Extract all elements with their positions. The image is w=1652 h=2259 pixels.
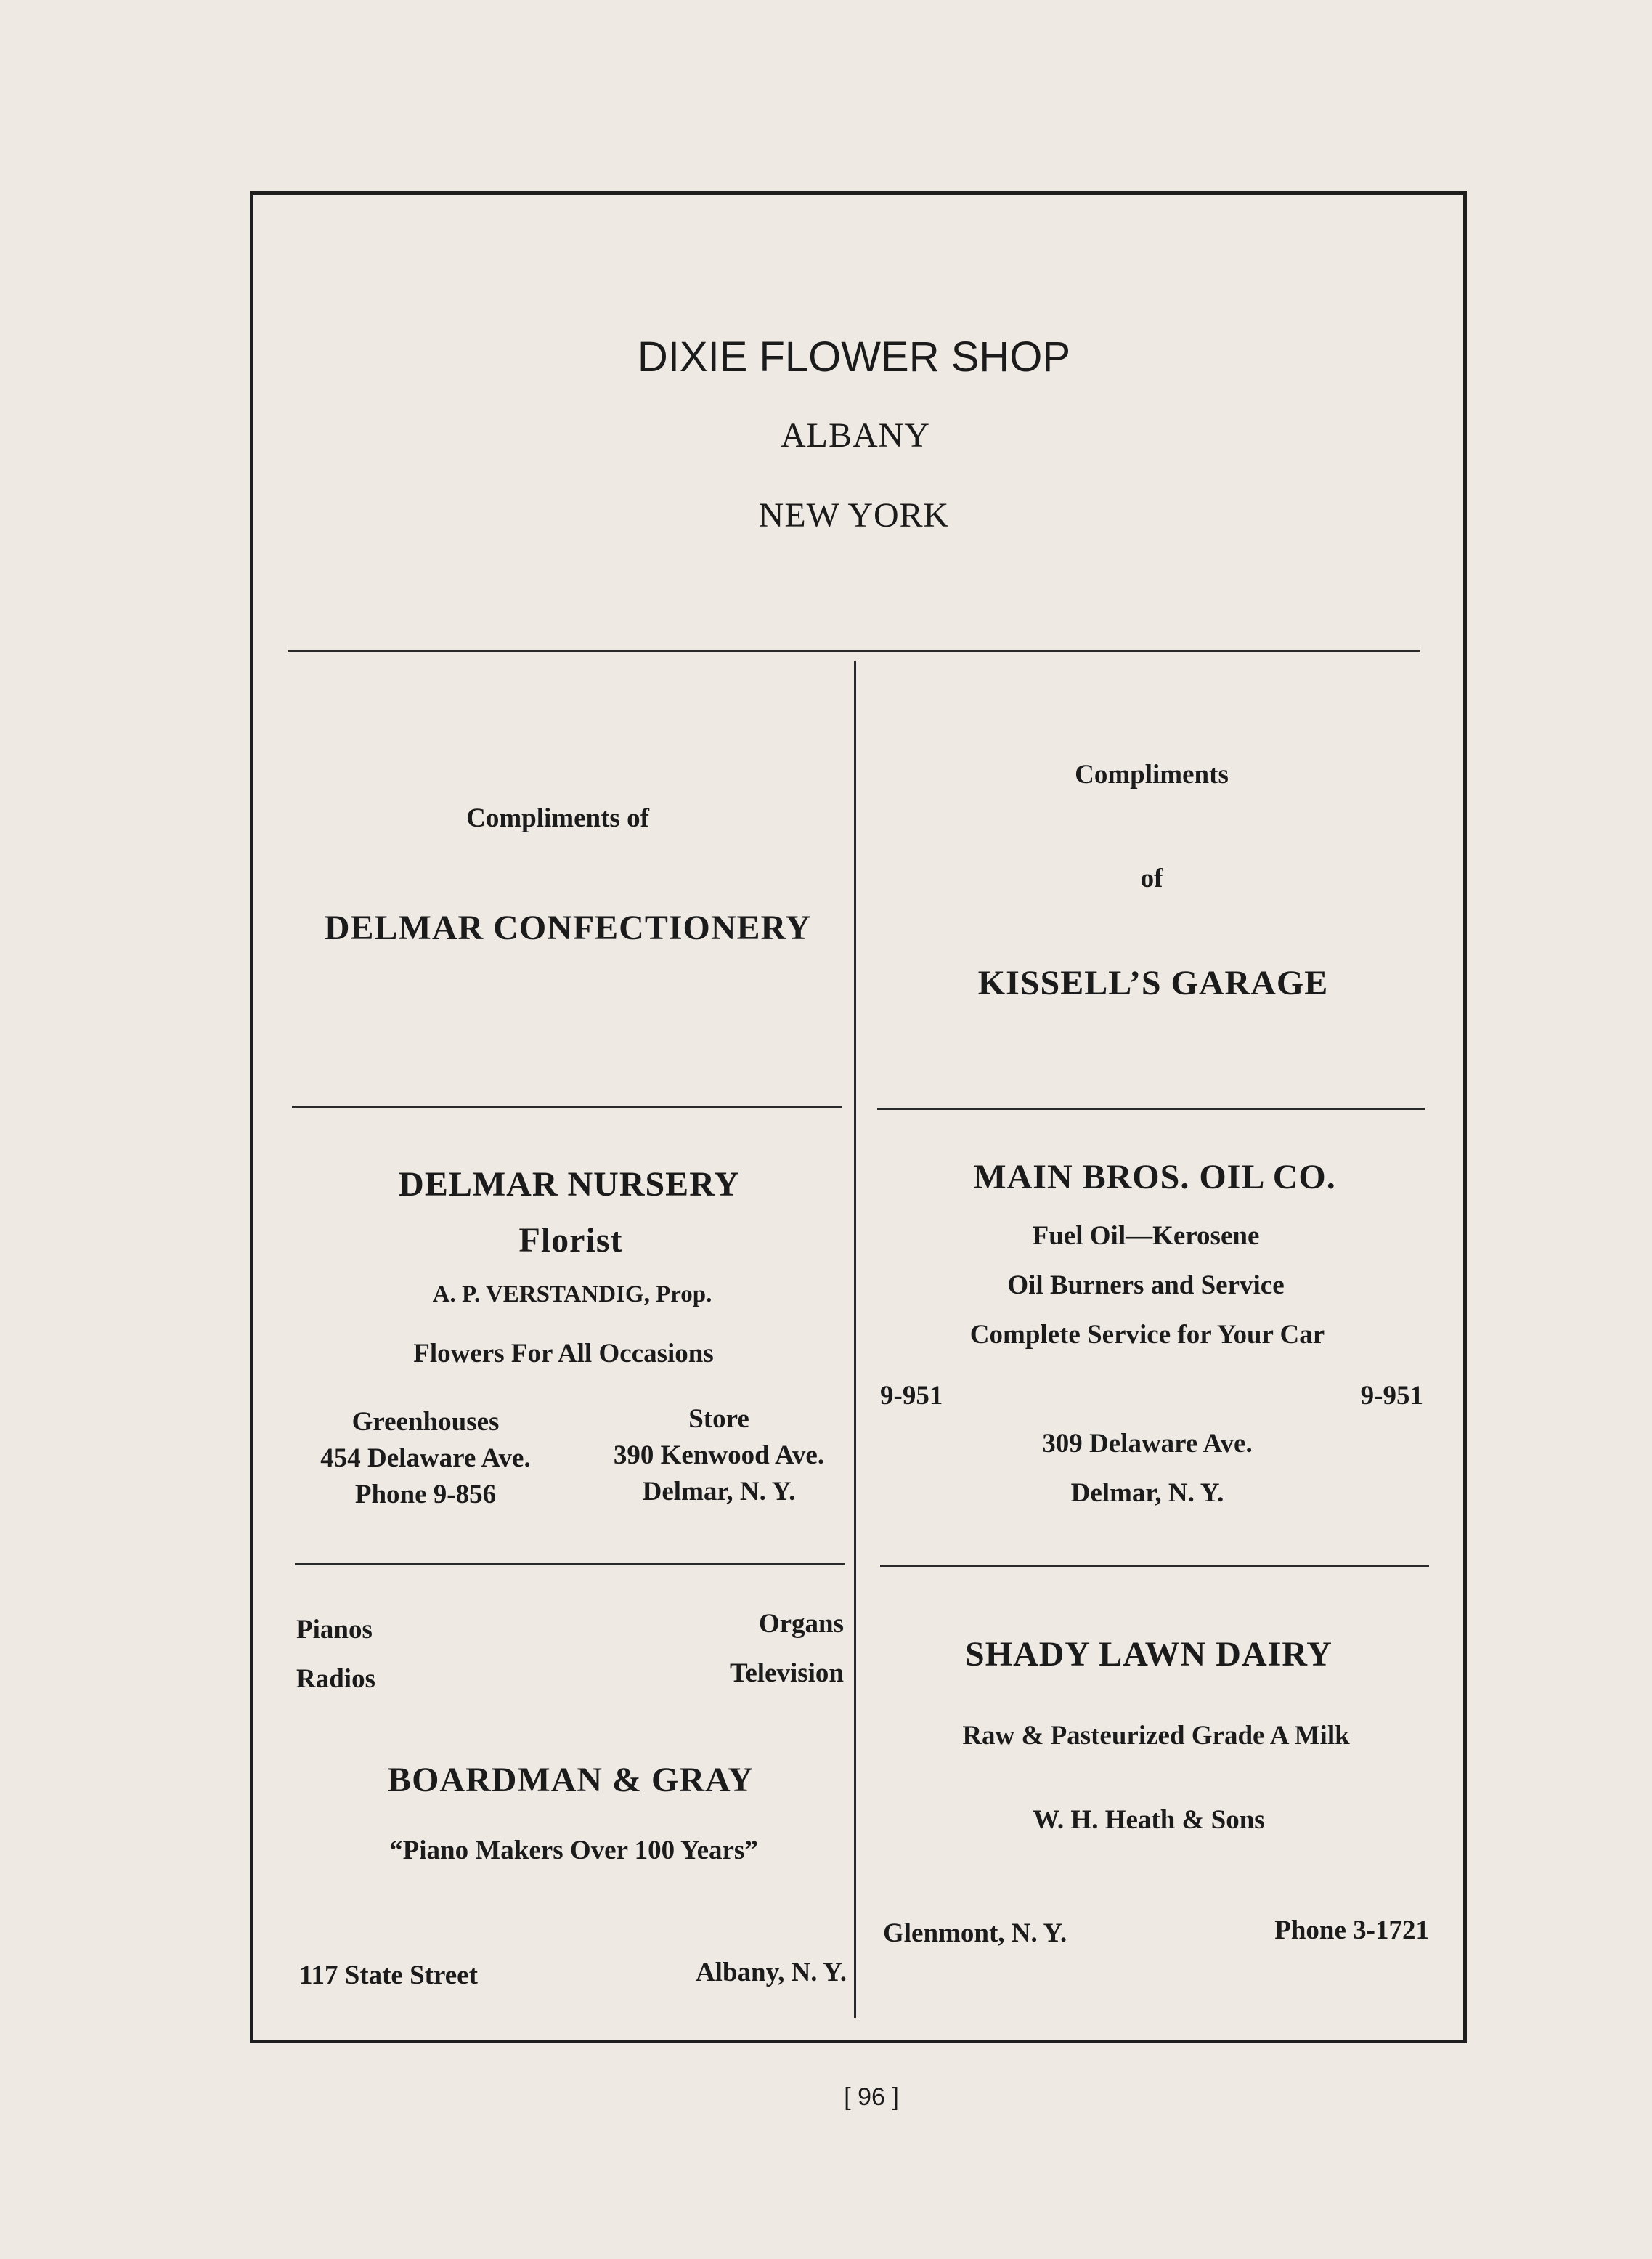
nursery-tagline: Flowers For All Occasions: [413, 1339, 714, 1368]
page-number: [ 96 ]: [844, 2083, 899, 2111]
piano-city: Albany, N. Y.: [695, 1958, 847, 1987]
garage-name: KISSELL’S GARAGE: [977, 964, 1329, 1002]
store-label: Store: [688, 1404, 749, 1434]
greenhouses-label: Greenhouses: [351, 1407, 500, 1437]
header-divider: [288, 650, 1420, 652]
oil-phone-right: 9-951: [1360, 1381, 1423, 1411]
dairy-line-1: Raw & Pasteurized Grade A Milk: [962, 1721, 1350, 1751]
compliments-intro: Compliments of: [466, 803, 649, 833]
left-divider-1: [292, 1106, 842, 1108]
store-address: 390 Kenwood Ave.: [613, 1440, 825, 1470]
product-television: Television: [730, 1658, 844, 1688]
right-divider-2: [880, 1565, 1429, 1567]
product-organs: Organs: [758, 1609, 844, 1639]
left-divider-2: [295, 1563, 845, 1565]
nursery-proprietor: A. P. VERSTANDIG, Prop.: [432, 1281, 712, 1307]
oil-phone-left: 9-951: [880, 1381, 943, 1411]
shop-city: ALBANY: [781, 416, 930, 455]
piano-address: 117 State Street: [299, 1960, 478, 1990]
greenhouses-phone: Phone 9-856: [354, 1480, 497, 1509]
dairy-phone: Phone 3-1721: [1274, 1915, 1429, 1945]
dairy-name: SHADY LAWN DAIRY: [965, 1635, 1332, 1674]
piano-slogan: “Piano Makers Over 100 Years”: [389, 1836, 758, 1865]
product-radios: Radios: [296, 1664, 375, 1694]
dairy-city: Glenmont, N. Y.: [883, 1918, 1067, 1948]
dairy-line-2: W. H. Heath & Sons: [1033, 1805, 1265, 1835]
store-city: Delmar, N. Y.: [642, 1477, 796, 1506]
oil-company-name: MAIN BROS. OIL CO.: [973, 1158, 1336, 1196]
nursery-name: DELMAR NURSERY: [399, 1165, 740, 1204]
shop-name: DIXIE FLOWER SHOP: [637, 333, 1071, 381]
center-column-divider: [854, 661, 856, 2018]
oil-address: 309 Delaware Ave.: [1042, 1429, 1253, 1459]
product-pianos: Pianos: [296, 1615, 373, 1644]
nursery-subtitle: Florist: [518, 1221, 623, 1260]
greenhouses-address: 454 Delaware Ave.: [320, 1443, 531, 1473]
compliments-intro-line1: Compliments: [1075, 760, 1229, 790]
oil-line-2: Oil Burners and Service: [1007, 1270, 1285, 1300]
oil-city: Delmar, N. Y.: [1070, 1478, 1224, 1508]
shop-state: NEW YORK: [758, 496, 950, 535]
right-divider-1: [877, 1108, 1425, 1110]
confectionery-name: DELMAR CONFECTIONERY: [324, 909, 812, 947]
oil-line-3: Complete Service for Your Car: [969, 1320, 1325, 1350]
compliments-intro-line2: of: [1140, 864, 1163, 893]
oil-line-1: Fuel Oil—Kerosene: [1032, 1221, 1260, 1251]
piano-company-name: BOARDMAN & GRAY: [388, 1761, 754, 1799]
